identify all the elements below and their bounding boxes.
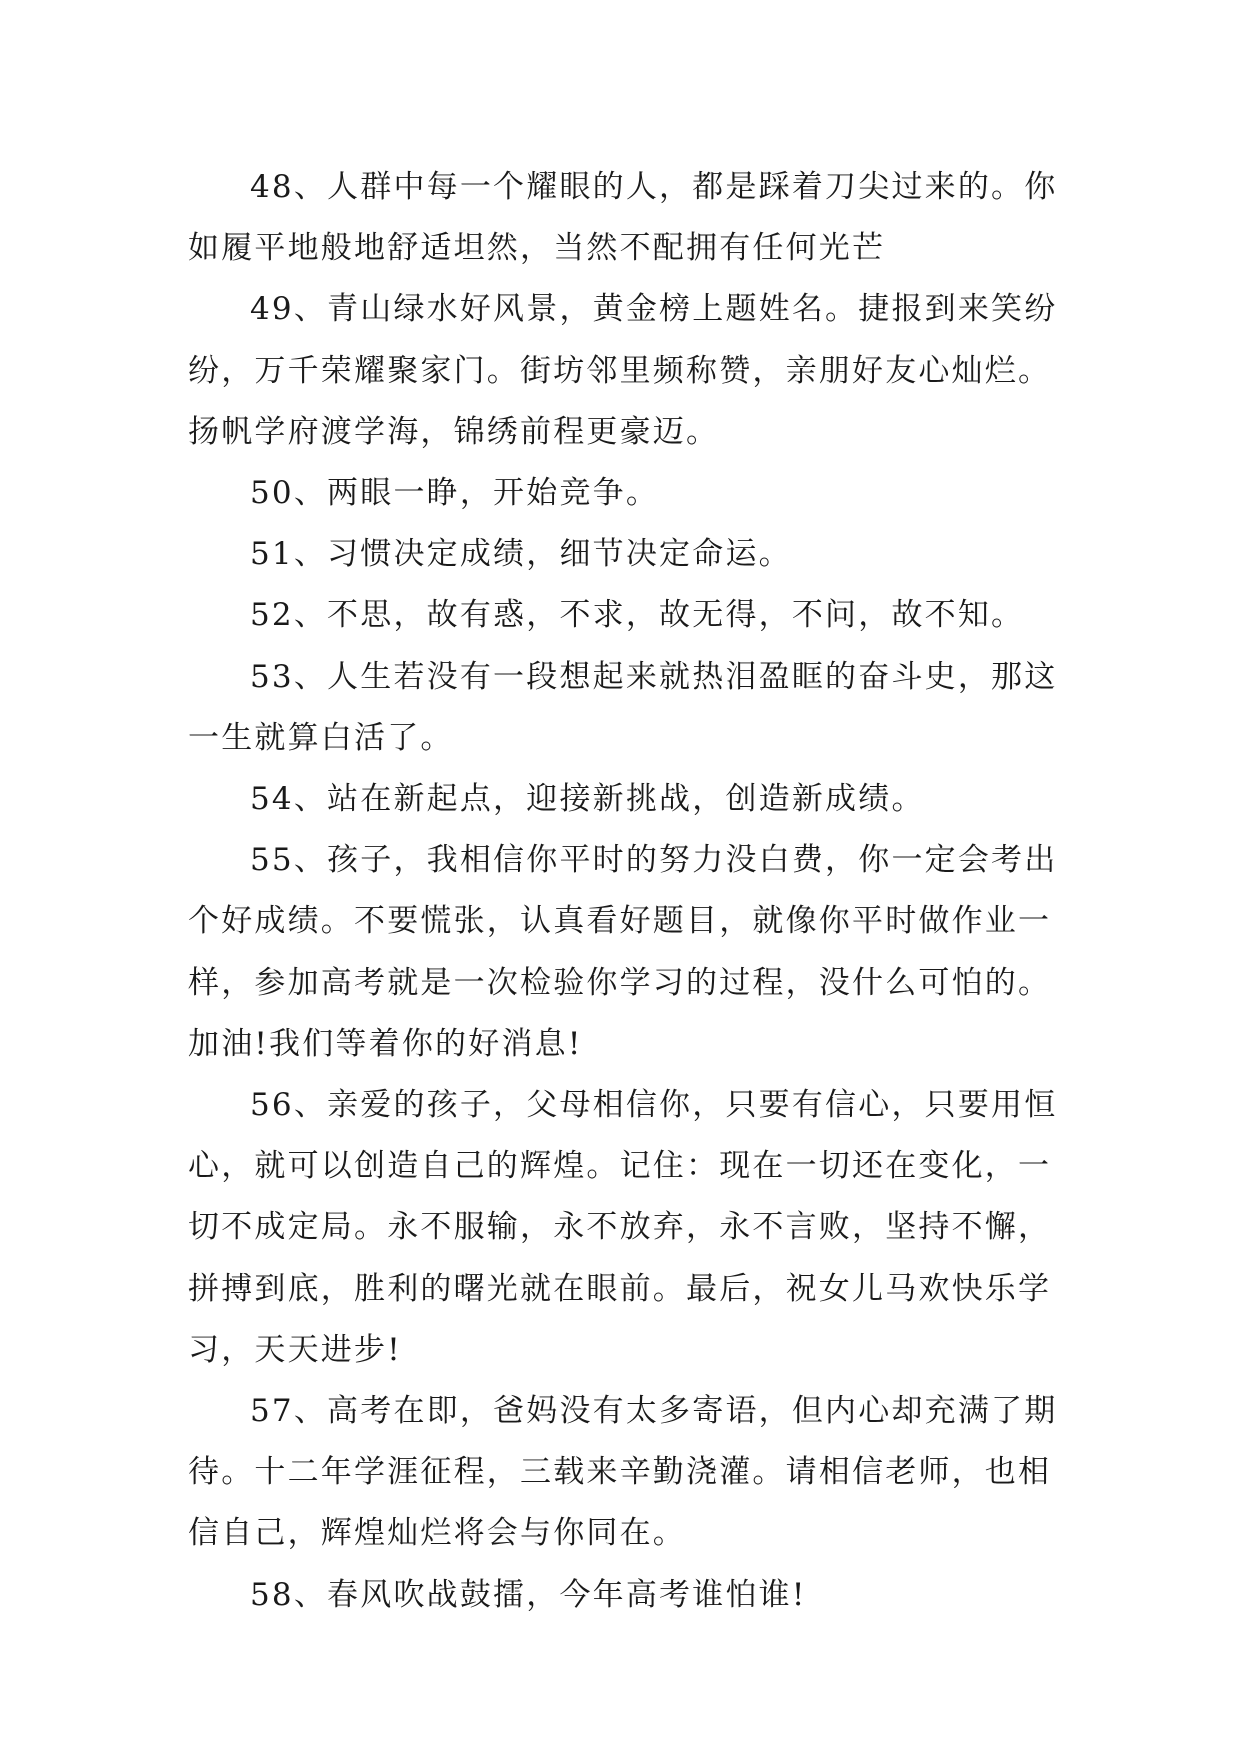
paragraph-50 [188, 463, 1068, 524]
paragraph-line: 54、站在新起点，迎接新挑战，创造新成绩。 [250, 781, 925, 818]
paragraph-line: 加油!我们等着你的好消息! [188, 1025, 583, 1062]
paragraph-line: 53、人生若没有一段想起来就热泪盈眶的奋斗史，那这 [250, 658, 1058, 695]
paragraph-line: 51、习惯决定成绩，细节决定命运。 [250, 536, 792, 573]
paragraph-58 [188, 1565, 1068, 1626]
paragraph-line: 纷，万千荣耀聚家门。街坊邻里频称赞，亲朋好友心灿烂。 [188, 352, 1052, 389]
paragraph-49 [188, 279, 1068, 463]
paragraph-line: 心，就可以创造自己的辉煌。记住：现在一切还在变化，一 [188, 1148, 1052, 1185]
paragraph-55 [188, 830, 1068, 1075]
paragraph-51 [188, 524, 1068, 585]
paragraph-line: 如履平地般地舒适坦然，当然不配拥有任何光芒 [188, 230, 886, 267]
paragraph-line: 习，天天进步! [188, 1331, 402, 1368]
paragraph-53 [188, 647, 1068, 769]
paragraph-line: 个好成绩。不要慌张，认真看好题目，就像你平时做作业一 [188, 903, 1052, 940]
paragraph-54 [188, 769, 1068, 830]
paragraph-line: 58、春风吹战鼓擂，今年高考谁怕谁! [250, 1576, 807, 1613]
paragraph-line: 切不成定局。永不服输，永不放弃，永不言败，坚持不懈， [188, 1209, 1052, 1246]
document-body [188, 157, 1068, 1626]
paragraph-line: 拼搏到底，胜利的曙光就在眼前。最后，祝女儿马欢快乐学 [188, 1270, 1052, 1307]
paragraph-line: 一生就算白活了。 [188, 719, 454, 756]
paragraph-line: 52、不思，故有惑，不求，故无得，不问，故不知。 [250, 597, 1025, 634]
paragraph-line: 56、亲爱的孩子，父母相信你，只要有信心，只要用恒 [250, 1087, 1058, 1124]
paragraph-line: 样，参加高考就是一次检验你学习的过程，没什么可怕的。 [188, 964, 1052, 1001]
paragraph-line: 57、高考在即，爸妈没有太多寄语，但内心却充满了期 [250, 1393, 1058, 1430]
paragraph-56 [188, 1075, 1068, 1381]
paragraph-line: 55、孩子，我相信你平时的努力没白费，你一定会考出 [250, 842, 1058, 879]
paragraph-line: 49、青山绿水好风景，黄金榜上题姓名。捷报到来笑纷 [250, 291, 1058, 328]
paragraph-48 [188, 157, 1068, 279]
paragraph-line: 待。十二年学涯征程，三载来辛勤浇灌。请相信老师，也相 [188, 1454, 1052, 1491]
paragraph-57 [188, 1381, 1068, 1565]
paragraph-line: 信自己，辉煌灿烂将会与你同在。 [188, 1515, 686, 1552]
paragraph-52 [188, 585, 1068, 646]
paragraph-line: 50、两眼一睁，开始竞争。 [250, 475, 660, 512]
paragraph-line: 48、人群中每一个耀眼的人，都是踩着刀尖过来的。你 [250, 169, 1058, 205]
paragraph-line: 扬帆学府渡学海，锦绣前程更豪迈。 [188, 413, 720, 450]
